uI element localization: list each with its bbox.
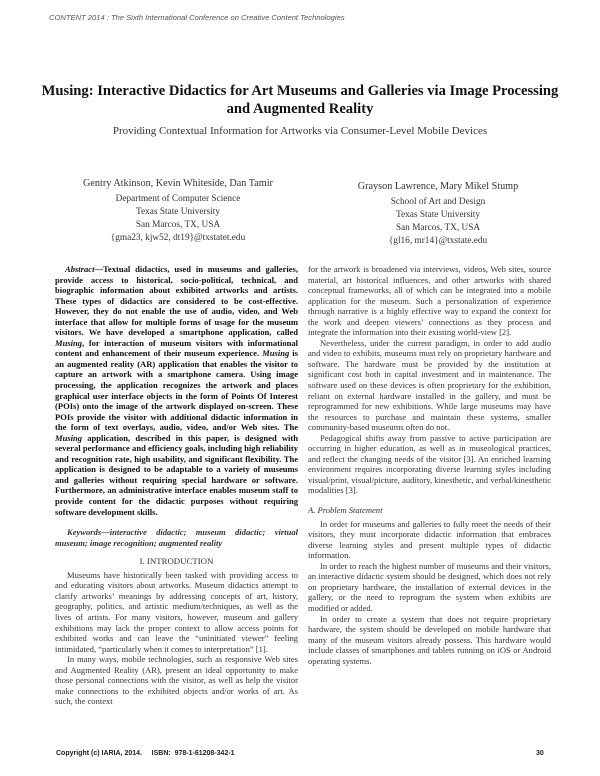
location: San Marcos, TX, USA: [395, 223, 481, 233]
author-names: Gentry Atkinson, Kevin Whiteside, Dan Tamir: [83, 178, 273, 189]
paragraph: for the artwork is broadened via interviews, videos, Web sites, source material, art historical influences, and other artworks with shared conceptual frameworks, all of which can be integrated into a mobile application for the museum. Such a personalization of experience through narrative is a highly effective way to expand the context for the work and deepen viewers’ connections as they process and integrate the information into their existing world-view [2].: [308, 264, 551, 338]
abstract-text: —Textual didactics, used in museums and galleries, provide access to historical, socio-political, technical, and biographic information about exhibited artworks and artists. These types of didactics are considered to be cost-effective. However, they do not enable the use of audio, video, and Web interface that allow for multiple forms of usage for the museum visitors. We have developed a smartphone application, called: [55, 264, 298, 338]
abstract: [55, 264, 298, 517]
email: {gma23, kjw52, dt19}@txstatet.edu: [110, 233, 246, 243]
university: Texas State University: [395, 210, 481, 220]
location: San Marcos, TX, USA: [135, 220, 221, 230]
paragraph: In order to create a system that does not require proprietary hardware, the system should be developed on mobile hardware that many of the museum visitors already possess. This hardware would include classes of smartphones and tablets running on iOS or Android operating systems.: [308, 613, 551, 666]
abstract-text: , for interaction of museum visitors with informational content and enhancement of their museum experience.: [55, 337, 298, 359]
paper-title: Musing: Interactive Didactics for Art Museums and Galleries via Image Processing and Augmented Reality: [41, 83, 559, 117]
page-number: 30: [536, 750, 544, 757]
left-column: [55, 264, 298, 707]
paragraph: Pedagogical shifts away from passive to active participation are occurring in higher education, as well as in museological practices, and reflect the changing needs of the visitor [3]. An enriched learning environment requires incorporating diverse learning styles including visual/print, visual/picture, auditory, kinesthetic, and verbal/kinesthetic modalities [3].: [308, 432, 551, 496]
paragraph: Museums have historically been tasked with providing access to and educating visitors about artworks. Museum didactics attempt to clarify artworks’ meanings by addressing concepts of art, history, geography, politics, and artistic medium/techniques, as well as the lives of artists. For many visitors, however, museum and gallery exhibitions may lack the proper context to allow access points for exhibited works and can leave the “uninitiated viewer” feeling intimidated, “particularly when it comes to interpretation” [1].: [55, 569, 298, 654]
abstract-label: Abstract: [65, 264, 95, 274]
app-name: Musing: [262, 348, 290, 359]
subsection-heading-problem-statement: A. Problem Statement: [308, 505, 383, 516]
paper-subtitle: Providing Contextual Information for Artworks via Consumer-Level Mobile Devices: [112, 125, 488, 137]
email: {gl16, mr14}@txstate.edu: [388, 236, 488, 246]
affiliation-block-1: [58, 177, 298, 245]
paragraph: In order to reach the highest number of museums and their visitors, an interactive didactic system should be designed, which does not rely on proprietary hardware, the installation of external devices in the gallery, or the need to reprogram the system when exhibits are modified or added.: [308, 560, 551, 613]
paragraph: In many ways, mobile technologies, such as responsive Web sites and Augmented Reality (AR), present an ideal opportunity to make those personal connections with the visitor, as well as help the visitor make connections to the exhibited objects and/or works of art. As such, the context: [55, 654, 298, 707]
department: Department of Computer Science: [115, 194, 241, 204]
paragraph: In order for museums and galleries to fully meet the needs of their visitors, they must incorporate didactic information that embraces diverse learning styles and present multiple types of didactic information.: [308, 518, 551, 561]
footer-copyright: Copyright (c) IARIA, 2014. ISBN: 978-1-61208-342-1: [56, 750, 235, 757]
section-heading-introduction: I. INTRODUCTION: [139, 556, 214, 567]
abstract-text: application, described in this paper, is designed with several performance and efficiency goals, including high reliability and recognition rate, high usability, and significant flexibility. The application is designed to be adaptable to a variety of museums and galleries without requiring special hardware or software. Furthermore, an administrative interface enables museum staff to provide content for the didactic purposes without requiring software development skills.: [55, 432, 298, 517]
university: Texas State University: [135, 207, 221, 217]
running-header: CONTENT 2014 : The Sixth International Conference on Creative Content Technologies: [49, 13, 345, 22]
app-name: Musing: [55, 432, 83, 443]
abstract-text: is an augmented reality (AR) application that enables the visitor to capture an artwork with a smartphone camera. Using image processing, the application recognizes the artwork and places graphical user interface objects in the form of Points Of Interest (POIs) onto the image of the artwork displayed on-screen. These POIs provide the visitor with additional didactic information in the form of text overlays, audio, video, and/or Web sites. The: [55, 348, 298, 433]
right-column: [308, 264, 551, 666]
paragraph: Nevertheless, under the current paradigm, in order to add audio and video to exhibits, museums must rely on proprietary hardware and software. The hardware must be provided by the institution at significant cost both in capital investment and in maintenance. The software used on these devices is often proprietary for the exhibition, reliant on external hardware installed in the gallery, and must be reprogrammed for new exhibitions. While large museums may have the resources to purchase and maintain these systems, smaller community-based museums often do not.: [308, 337, 551, 433]
department: School of Art and Design: [390, 197, 486, 207]
keywords: Keywords—interactive didactic; museum didactic; virtual museum; image recognition; augmented reality: [55, 527, 298, 548]
author-names: Grayson Lawrence, Mary Mikel Stump: [357, 181, 519, 192]
affiliation-block-2: [318, 180, 558, 248]
app-name: Musing: [55, 337, 83, 348]
